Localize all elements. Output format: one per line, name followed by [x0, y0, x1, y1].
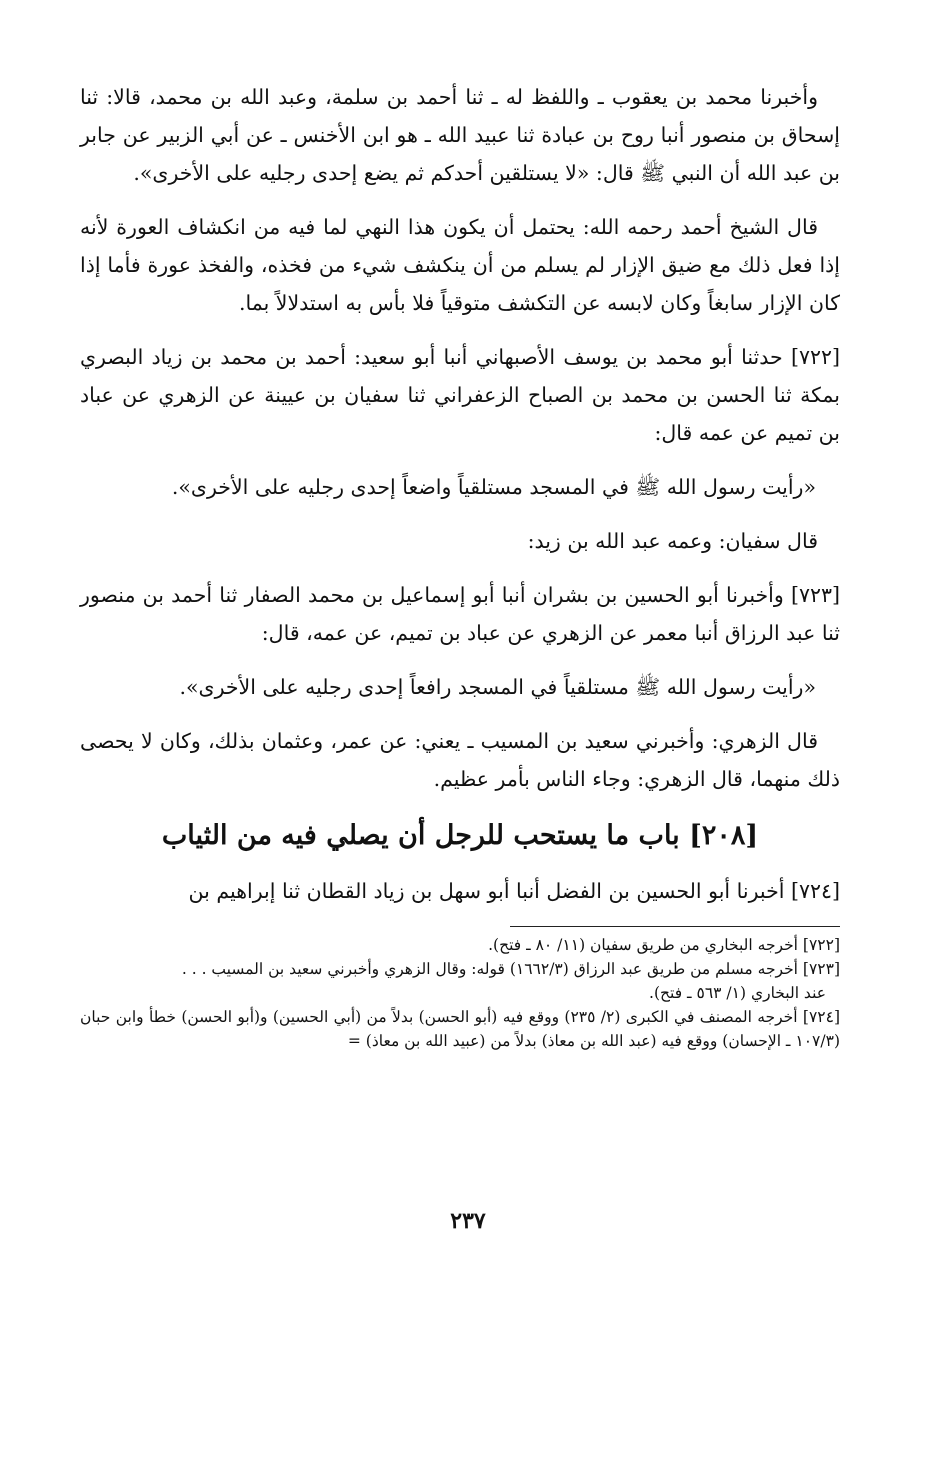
page-number: ٢٣٧	[450, 1208, 486, 1234]
footnote-724: [٧٢٤] أخرجه المصنف في الكبرى (٢/ ٢٣٥) ووقع فيه (أبو الحسن) بدلاً من (أبي الحسين) و(أبو الحسن) خطأ وابن حبان (١٠٧/٣ ـ الإحسان) ووقع فيه (عبد الله بن معاذ) بدلاً من (عبيد الله بن معاذ) =	[80, 1008, 840, 1050]
footnote-723-continued: عند البخاري (١/ ٥٦٣ ـ فتح).	[649, 984, 826, 1002]
paragraph-sufyan-note: قال سفيان: وعمه عبد الله بن زيد:	[527, 529, 818, 553]
footnote-separator	[510, 926, 840, 927]
paragraph-hadith-722: [٧٢٢] حدثنا أبو محمد بن يوسف الأصبهاني أنبا أبو سعيد: أحمد بن محمد بن زياد البصري بمكة ثنا الحسن بن محمد بن الصباح الزعفراني ثنا سفيان بن عيينة عن الزهري عن عباد بن تميم عن عمه قال:	[80, 345, 840, 445]
quote-hadith-722: «رأيت رسول الله ﷺ في المسجد مستلقياً واضعاً إحدى رجليه على الأخرى».	[171, 475, 816, 499]
chapter-heading-208: [٢٠٨] باب ما يستحب للرجل أن يصلي فيه من الثياب	[161, 820, 759, 851]
paragraph-hadith-723: [٧٢٣] وأخبرنا أبو الحسين بن بشران أنبا أبو إسماعيل بن محمد الصفار ثنا أحمد بن منصور ثنا عبد الرزاق أنبا معمر عن الزهري عن عباد بن تميم، عن عمه، قال:	[80, 583, 840, 645]
paragraph-sheikh-commentary: قال الشيخ أحمد رحمه الله: يحتمل أن يكون هذا النهي لما فيه من انكشاف العورة لأنه إذا فعل ذلك مع ضيق الإزار لم يسلم من أن ينكشف شيء من فخذه، والفخذ عورة فأما إذا كان الإزار سابغاً وكان لابسه عن التكشف متوقياً فلا بأس به استدلالاً بما.	[80, 215, 840, 315]
page-content	[80, 78, 840, 1053]
paragraph-zuhri-note: قال الزهري: وأخبرني سعيد بن المسيب ـ يعني: عن عمر، وعثمان بذلك، وكان لا يحصى ذلك منهما، قال الزهري: وجاء الناس بأمر عظيم.	[80, 729, 840, 791]
paragraph-hadith-721-continued: وأخبرنا محمد بن يعقوب ـ واللفظ له ـ ثنا أحمد بن سلمة، وعبد الله بن محمد، قالا: ثنا إسحاق بن منصور أنبا روح بن عبادة ثنا عبيد الله ـ هو ابن الأخنس ـ عن أبي الزبير عن جابر بن عبد الله أن النبي ﷺ قال: «لا يستلقين أحدكم ثم يضع إحدى رجليه على الأخرى».	[80, 85, 840, 185]
footnote-723: [٧٢٣] أخرجه مسلم من طريق عبد الرزاق (١٦٦٢/٣) قوله: وقال الزهري وأخبرني سعيد بن المسيب . . .	[181, 960, 840, 978]
quote-hadith-723: «رأيت رسول الله ﷺ مستلقياً في المسجد رافعاً إحدى رجليه على الأخرى».	[179, 675, 816, 699]
footnote-722: [٧٢٢] أخرجه البخاري من طريق سفيان (١١/ ٨٠ ـ فتح).	[488, 936, 840, 954]
paragraph-hadith-724: [٧٢٤] أخبرنا أبو الحسين بن الفضل أنبا أبو سهل بن زياد القطان ثنا إبراهيم بن	[188, 879, 840, 903]
